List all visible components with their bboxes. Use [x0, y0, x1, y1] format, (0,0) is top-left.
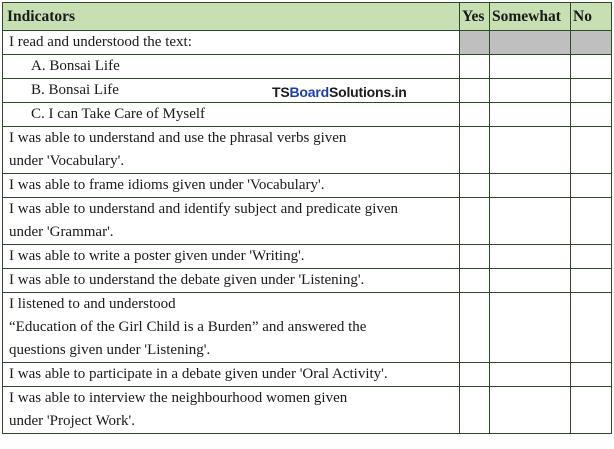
indicator-line: I was able to understand the debate given under 'Listening'.	[9, 272, 365, 288]
table-row	[3, 55, 612, 79]
self-assessment-table	[2, 2, 612, 434]
yes-cell[interactable]	[460, 79, 490, 103]
indicator-cell	[3, 387, 460, 434]
somewhat-cell[interactable]	[490, 79, 571, 103]
indicator-line: I was able to understand and use the phrasal verbs given	[9, 130, 347, 146]
no-cell[interactable]	[571, 387, 612, 434]
somewhat-cell[interactable]	[490, 103, 571, 127]
yes-cell[interactable]	[460, 127, 490, 174]
somewhat-cell[interactable]	[490, 269, 571, 293]
indicator-line: C. I can Take Care of Myself	[31, 106, 206, 122]
yes-cell[interactable]	[460, 245, 490, 269]
yes-cell[interactable]	[460, 55, 490, 79]
table-row	[3, 363, 612, 387]
header-no: No	[571, 3, 612, 31]
self-assessment-table-container	[2, 2, 611, 434]
header-indicators: Indicators	[3, 3, 460, 31]
no-cell[interactable]	[571, 363, 612, 387]
watermark-part3: Solutions.in	[328, 84, 407, 100]
header-somewhat: Somewhat	[490, 3, 571, 31]
somewhat-cell	[490, 31, 571, 55]
indicator-cell	[3, 293, 460, 363]
indicator-cell	[3, 55, 460, 79]
indicator-cell	[3, 127, 460, 174]
indicator-cell	[3, 174, 460, 198]
no-cell[interactable]	[571, 174, 612, 198]
somewhat-cell[interactable]	[490, 198, 571, 245]
no-cell	[571, 31, 612, 55]
indicator-cell	[3, 245, 460, 269]
indicator-line: I was able to understand and identify subject and predicate given	[9, 201, 399, 217]
indicator-line: B. Bonsai Life	[31, 82, 119, 98]
table-row	[3, 245, 612, 269]
yes-cell[interactable]	[460, 293, 490, 363]
indicator-line: “Education of the Girl Child is a Burden” and answered the	[9, 319, 367, 335]
indicator-line: I was able to frame idioms given under 'Vocabulary'.	[9, 177, 325, 193]
table-row	[3, 269, 612, 293]
table-row	[3, 293, 612, 363]
somewhat-cell[interactable]	[490, 127, 571, 174]
no-cell[interactable]	[571, 103, 612, 127]
indicator-cell	[3, 31, 460, 55]
indicator-line: under 'Grammar'.	[9, 224, 114, 240]
no-cell[interactable]	[571, 269, 612, 293]
no-cell[interactable]	[571, 79, 612, 103]
header-row	[3, 3, 612, 31]
indicator-cell	[3, 198, 460, 245]
table-row	[3, 31, 612, 55]
table-row	[3, 127, 612, 174]
table-row	[3, 174, 612, 198]
yes-cell	[460, 31, 490, 55]
somewhat-cell[interactable]	[490, 174, 571, 198]
somewhat-cell[interactable]	[490, 293, 571, 363]
indicator-cell	[3, 269, 460, 293]
indicator-line: questions given under 'Listening'.	[9, 342, 211, 358]
somewhat-cell[interactable]	[490, 55, 571, 79]
no-cell[interactable]	[571, 198, 612, 245]
indicator-cell	[3, 363, 460, 387]
yes-cell[interactable]	[460, 363, 490, 387]
yes-cell[interactable]	[460, 103, 490, 127]
watermark-part2: Board	[289, 84, 329, 100]
somewhat-cell[interactable]	[490, 363, 571, 387]
table-row	[3, 103, 612, 127]
indicator-line: A. Bonsai Life	[31, 58, 120, 74]
yes-cell[interactable]	[460, 269, 490, 293]
indicator-cell	[3, 103, 460, 127]
table-row	[3, 387, 612, 434]
indicator-line: I read and understood the text:	[9, 34, 192, 50]
yes-cell[interactable]	[460, 198, 490, 245]
indicator-line: under 'Vocabulary'.	[9, 153, 125, 169]
no-cell[interactable]	[571, 293, 612, 363]
indicator-line: I listened to and understood	[9, 296, 176, 312]
no-cell[interactable]	[571, 245, 612, 269]
somewhat-cell[interactable]	[490, 245, 571, 269]
no-cell[interactable]	[571, 127, 612, 174]
indicator-line: I was able to interview the neighbourhood women given	[9, 390, 348, 406]
watermark	[272, 84, 407, 100]
yes-cell[interactable]	[460, 387, 490, 434]
no-cell[interactable]	[571, 55, 612, 79]
yes-cell[interactable]	[460, 174, 490, 198]
header-yes: Yes	[460, 3, 490, 31]
somewhat-cell[interactable]	[490, 387, 571, 434]
indicator-line: under 'Project Work'.	[9, 413, 135, 429]
watermark-part1: TS	[272, 84, 290, 100]
table-row	[3, 198, 612, 245]
indicator-line: I was able to write a poster given under 'Writing'.	[9, 248, 305, 264]
indicator-line: I was able to participate in a debate given under 'Oral Activity'.	[9, 366, 388, 382]
